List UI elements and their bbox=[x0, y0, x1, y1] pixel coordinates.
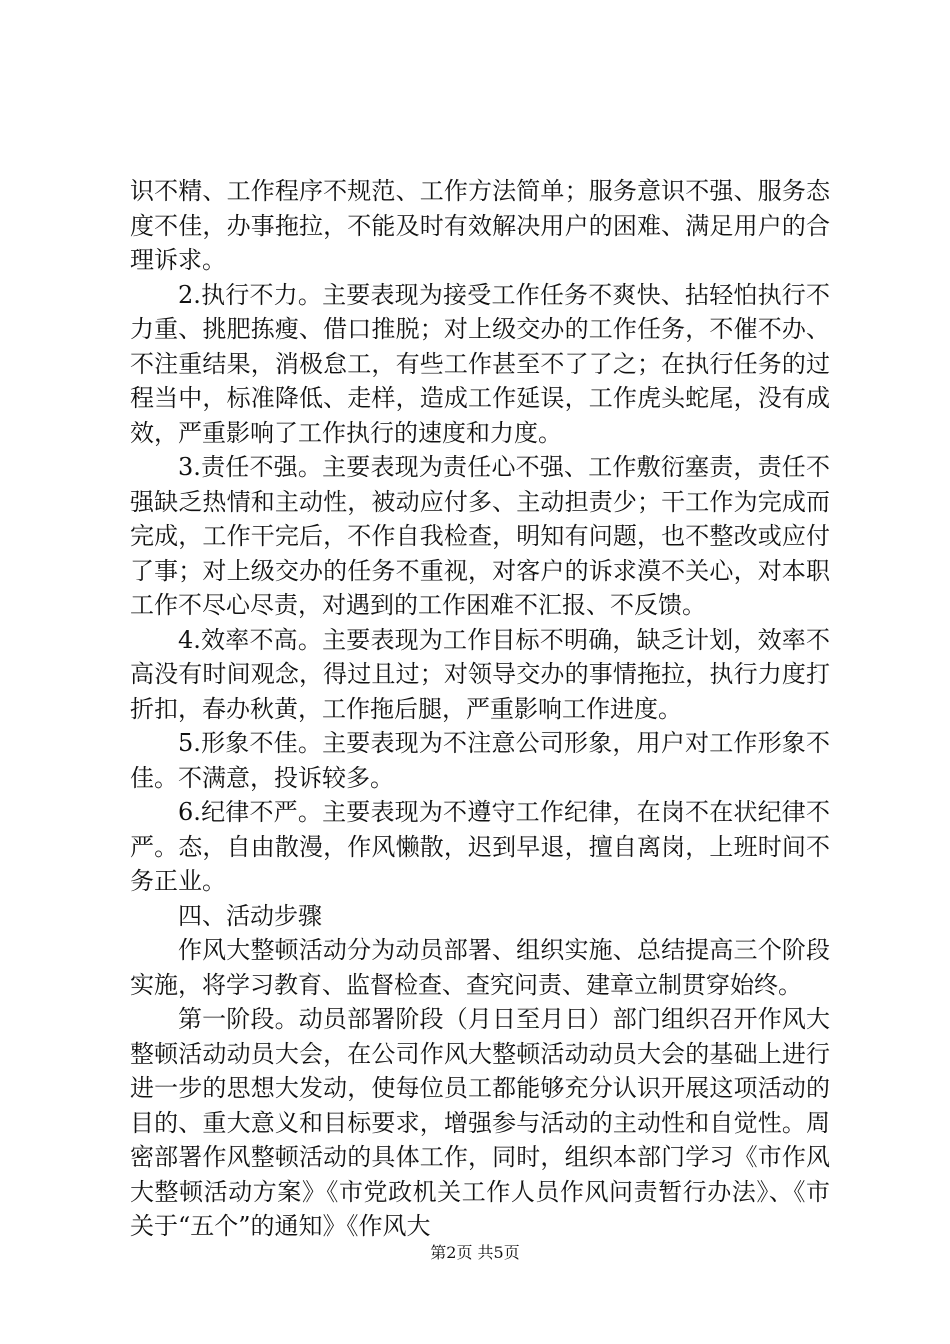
section-heading: 四、活动步骤 bbox=[178, 901, 322, 930]
paragraph-9: 第一阶段。动员部署阶段（月日至月日）部门组织召开作风大整顿活动动员大会，在公司作风大整顿活动动员大会的基础上进行进一步的思想大发动，使每位员工都能够充分认识开展这项活动的目的、重大意义和目标要求，增强参与活动的主动性和自觉性。周密部署作风整顿活动的具体工作，同时，组织本部门学习《市作风大整顿活动方案》《市党政机关工作人员作风问责暂行办法》、《市关于“五个”的通知》《作风大 bbox=[130, 1005, 830, 1240]
paragraph-5: 5.形象不佳。主要表现为不注意公司形象，用户对工作形象不佳。不满意，投诉较多。 bbox=[130, 729, 830, 792]
paragraph-4: 4.效率不高。主要表现为工作目标不明确，缺乏计划，效率不高没有时间观念，得过且过；对领导交办的事情拖拉，执行力度打折扣，春办秋黄，工作拖后腿，严重影响工作进度。 bbox=[130, 625, 830, 723]
paragraph-2: 2.执行不力。主要表现为接受工作任务不爽快、拈轻怕执行不力重、挑肥拣瘦、借口推脱；对上级交办的工作任务，不催不办、不注重结果，消极怠工，有些工作甚至不了了之；在执行任务的过程当中，标准降低、走样，造成工作延误，工作虎头蛇尾，没有成效，严重影响了工作执行的速度和力度。 bbox=[130, 280, 830, 447]
document-body bbox=[130, 174, 830, 1244]
paragraph-3: 3.责任不强。主要表现为责任心不强、工作敷衍塞责，责任不强缺乏热情和主动性，被动应付多、主动担责少；干工作为完成而完成，工作干完后，不作自我检查，明知有问题，也不整改或应付了事；对上级交办的任务不重视，对客户的诉求漠不关心，对本职工作不尽心尽责，对遇到的工作困难不汇报、不反馈。 bbox=[130, 453, 830, 619]
paragraph-1: 识不精、工作程序不规范、工作方法简单；服务意识不强、服务态度不佳，办事拖拉，不能及时有效解决用户的困难、满足用户的合理诉求。 bbox=[130, 177, 830, 274]
page-footer: 第2页 共5页 bbox=[430, 1243, 520, 1262]
paragraph-6: 6.纪律不严。主要表现为不遵守工作纪律，在岗不在状纪律不严。态，自由散漫，作风懒散，迟到早退，擅自离岗，上班时间不务正业。 bbox=[130, 798, 830, 895]
paragraph-8: 作风大整顿活动分为动员部署、组织实施、总结提高三个阶段实施，将学习教育、监督检查、查究问责、建章立制贯穿始终。 bbox=[130, 936, 830, 999]
